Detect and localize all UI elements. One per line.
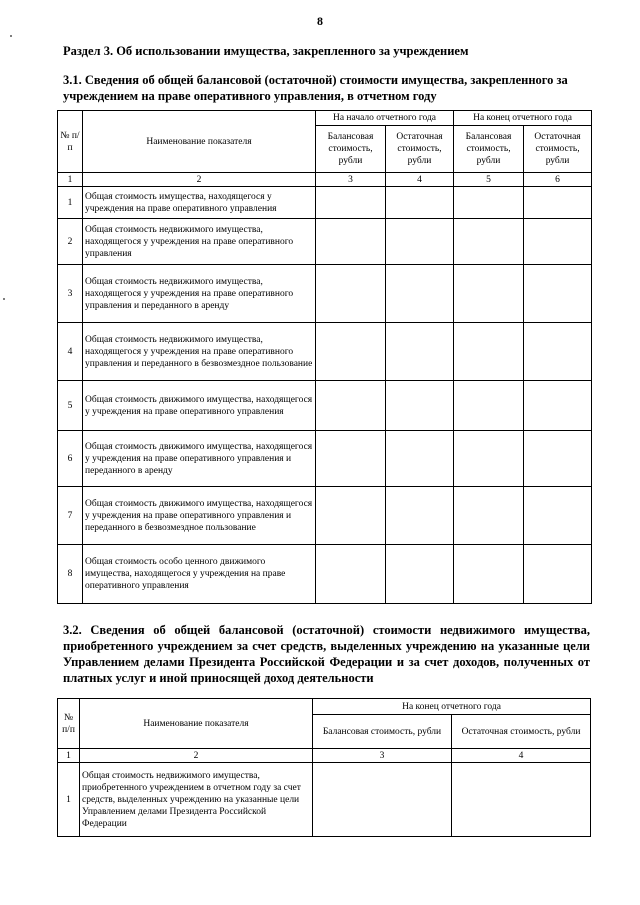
column-number: 3 — [316, 173, 386, 187]
row-number: 4 — [58, 323, 83, 381]
value-cell[interactable] — [524, 487, 592, 545]
scan-speck — [3, 298, 5, 300]
value-cell[interactable] — [454, 545, 524, 604]
column-number: 3 — [313, 749, 452, 763]
row-number: 6 — [58, 431, 83, 487]
value-cell[interactable] — [313, 763, 452, 837]
header-residual-value: Остаточная стоимость, рубли — [452, 715, 591, 749]
row-number: 5 — [58, 381, 83, 431]
value-cell[interactable] — [386, 545, 454, 604]
table-row — [58, 763, 591, 837]
value-cell[interactable] — [454, 381, 524, 431]
table-row — [58, 265, 592, 323]
value-cell[interactable] — [316, 545, 386, 604]
row-number: 8 — [58, 545, 83, 604]
row-label: Общая стоимость недвижимого имущества, находящегося у учреждения на праве оперативного управления и переданного в безвозмездное пользование — [83, 323, 316, 381]
row-label: Общая стоимость движимого имущества, находящегося у учреждения на праве оперативного управления и переданного в аренду — [83, 431, 316, 487]
column-number: 2 — [80, 749, 313, 763]
row-number: 1 — [58, 187, 83, 219]
table-row — [58, 219, 592, 265]
value-cell[interactable] — [454, 187, 524, 219]
header-residual-value-end: Остаточная стоимость, рубли — [524, 126, 592, 173]
row-label: Общая стоимость движимого имущества, находящегося у учреждения на праве оперативного управления и переданного в безвозмездное пользование — [83, 487, 316, 545]
header-number: № п/п — [58, 111, 83, 173]
value-cell[interactable] — [316, 323, 386, 381]
table-row — [58, 187, 592, 219]
value-cell[interactable] — [454, 487, 524, 545]
column-number: 4 — [452, 749, 591, 763]
value-cell[interactable] — [524, 545, 592, 604]
header-book-value: Балансовая стоимость, рубли — [313, 715, 452, 749]
value-cell[interactable] — [316, 219, 386, 265]
acquired-property-table — [57, 698, 591, 837]
row-label: Общая стоимость недвижимого имущества, находящегося у учреждения на праве оперативного управления и переданного в аренду — [83, 265, 316, 323]
table-row — [58, 323, 592, 381]
value-cell[interactable] — [386, 219, 454, 265]
row-label: Общая стоимость недвижимого имущества, приобретенного учреждением в отчетном году за счет средств, выделенных учреждению на указанные цели Управлением делами Президента Российской Федерации — [80, 763, 313, 837]
value-cell[interactable] — [524, 381, 592, 431]
row-number: 3 — [58, 265, 83, 323]
value-cell[interactable] — [524, 431, 592, 487]
header-book-value-start: Балансовая стоимость, рубли — [316, 126, 386, 173]
header-year-end: На конец отчетного года — [454, 111, 592, 126]
column-number: 5 — [454, 173, 524, 187]
value-cell[interactable] — [386, 265, 454, 323]
scan-speck — [10, 35, 12, 37]
page-number: 8 — [317, 14, 323, 28]
row-label: Общая стоимость недвижимого имущества, находящегося у учреждения на праве оперативного управления — [83, 219, 316, 265]
row-number: 2 — [58, 219, 83, 265]
value-cell[interactable] — [316, 381, 386, 431]
table-row — [58, 381, 592, 431]
value-cell[interactable] — [386, 381, 454, 431]
header-year-start: На начало отчетного года — [316, 111, 454, 126]
value-cell[interactable] — [386, 187, 454, 219]
row-label: Общая стоимость имущества, находящегося у учреждения на праве оперативного управления — [83, 187, 316, 219]
section-title: Раздел 3. Об использовании имущества, закрепленного за учреждением — [63, 44, 469, 58]
header-residual-value-start: Остаточная стоимость, рубли — [386, 126, 454, 173]
value-cell[interactable] — [524, 187, 592, 219]
value-cell[interactable] — [524, 219, 592, 265]
table-row — [58, 487, 592, 545]
value-cell[interactable] — [452, 763, 591, 837]
value-cell[interactable] — [454, 219, 524, 265]
table-row — [58, 545, 592, 604]
header-indicator-name: Наименование показателя — [80, 699, 313, 749]
row-label: Общая стоимость движимого имущества, находящегося у учреждения на праве оперативного управления — [83, 381, 316, 431]
value-cell[interactable] — [454, 323, 524, 381]
value-cell[interactable] — [454, 431, 524, 487]
column-number: 2 — [83, 173, 316, 187]
value-cell[interactable] — [316, 265, 386, 323]
row-label: Общая стоимость особо ценного движимого имущества, находящегося у учреждения на праве оперативного управления — [83, 545, 316, 604]
value-cell[interactable] — [316, 187, 386, 219]
header-book-value-end: Балансовая стоимость, рубли — [454, 126, 524, 173]
column-number: 6 — [524, 173, 592, 187]
value-cell[interactable] — [386, 487, 454, 545]
subsection-title-3-1: 3.1. Сведения об общей балансовой (остаточной) стоимости имущества, закрепленного за учреждением на праве оперативного управления, в отчетном году — [63, 73, 568, 103]
property-value-table — [57, 110, 592, 604]
row-number: 1 — [58, 763, 80, 837]
header-number: № п/п — [58, 699, 80, 749]
value-cell[interactable] — [524, 265, 592, 323]
value-cell[interactable] — [316, 487, 386, 545]
table-row — [58, 431, 592, 487]
value-cell[interactable] — [316, 431, 386, 487]
column-number: 1 — [58, 749, 80, 763]
value-cell[interactable] — [386, 431, 454, 487]
value-cell[interactable] — [524, 323, 592, 381]
subsection-title-3-2: 3.2. Сведения об общей балансовой (остаточной) стоимости недвижимого имущества, приобретенного учреждением за счет средств, выделенных учреждению на указанные цели Управлением делами Президента Российской Федерации и за счет доходов, полученных от платных услуг и иной приносящей доход деятельности — [63, 623, 590, 685]
column-number: 4 — [386, 173, 454, 187]
row-number: 7 — [58, 487, 83, 545]
value-cell[interactable] — [386, 323, 454, 381]
column-number: 1 — [58, 173, 83, 187]
header-indicator-name: Наименование показателя — [83, 111, 316, 173]
value-cell[interactable] — [454, 265, 524, 323]
header-year-end: На конец отчетного года — [313, 699, 591, 715]
